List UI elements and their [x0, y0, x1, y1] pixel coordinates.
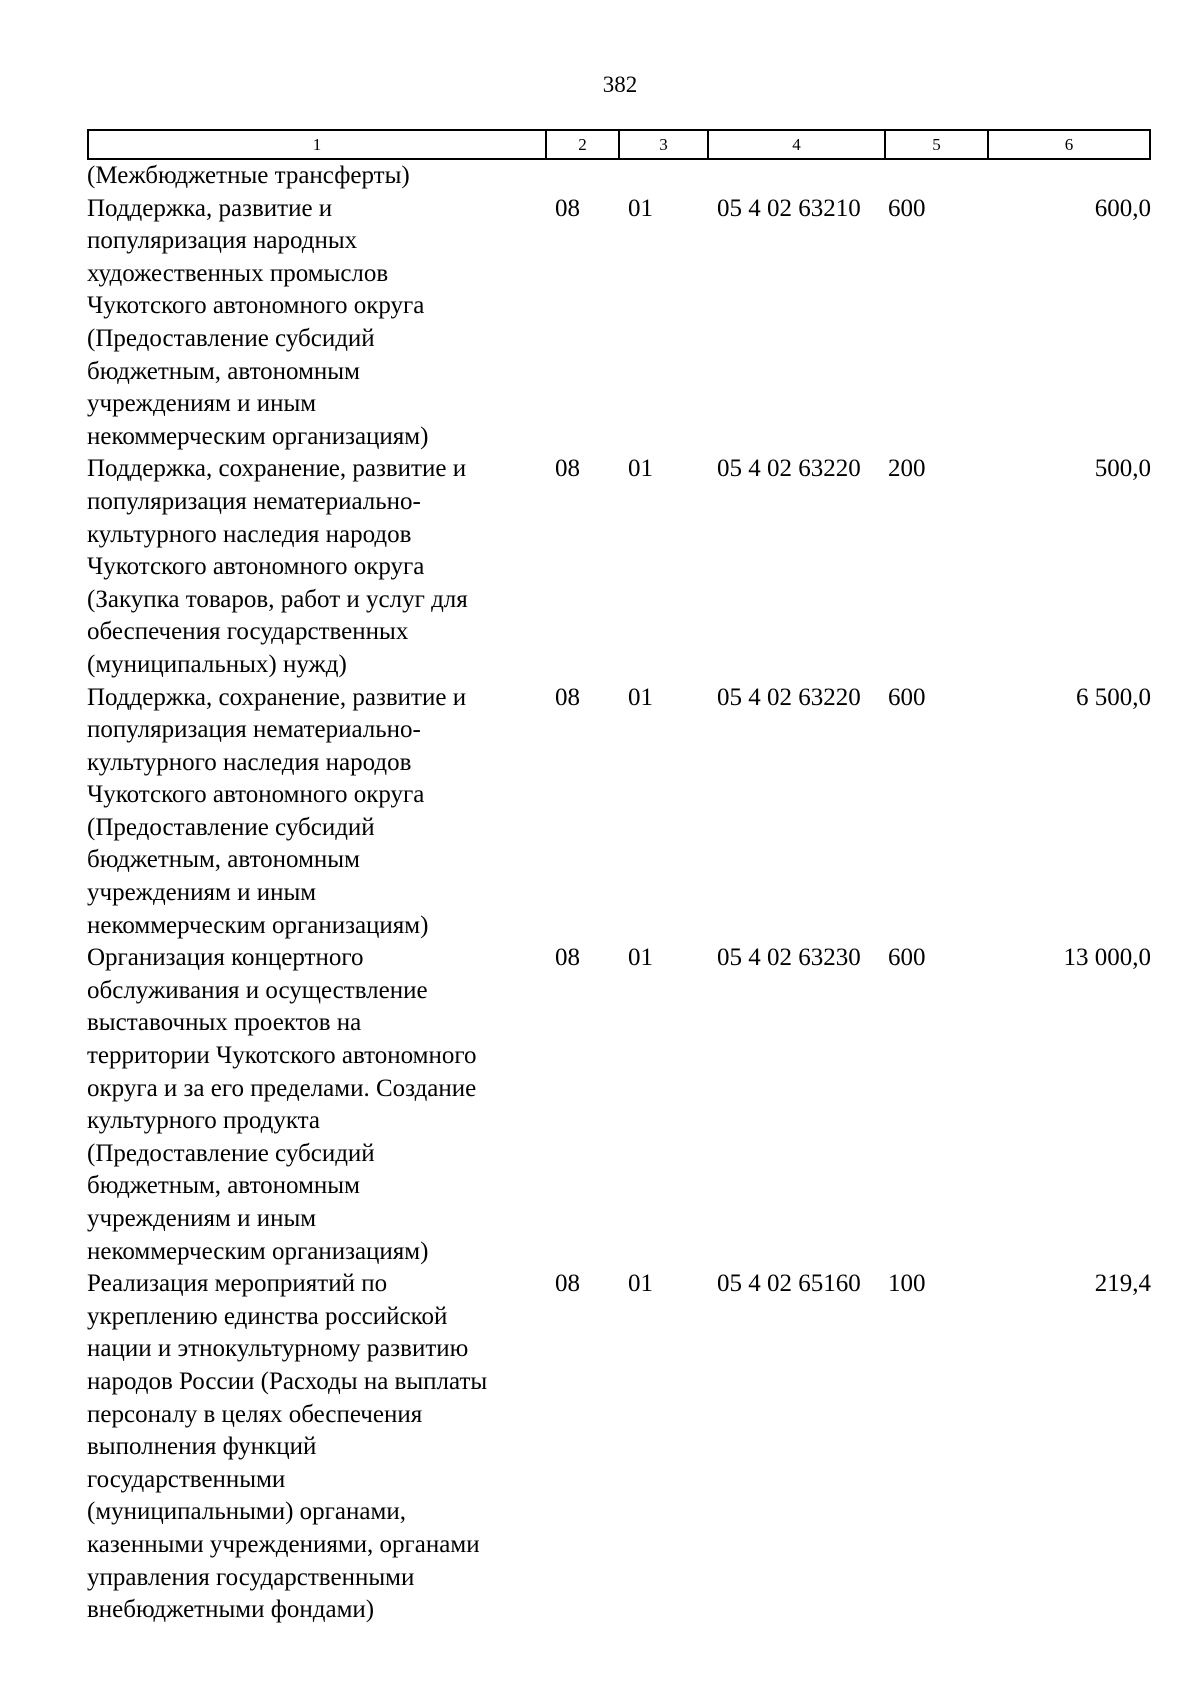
table-row	[87, 942, 1151, 1268]
row-name: Реализация мероприятий по укреплению единства российской нации и этнокультурному развитию народов России (Расходы на выплаты персоналу в целях обеспечения выполнения функций государственными (муниципальными) органами, казенными учреждениями, органами управления государственными внебюджетными фондами)	[87, 1270, 488, 1624]
row-subsection: 01	[628, 1270, 653, 1298]
header-col-1: 1	[89, 131, 547, 158]
row-expense-type: 100	[888, 1270, 926, 1298]
row-subsection: 01	[628, 944, 653, 972]
row-section: 08	[555, 194, 580, 222]
header-col-5: 5	[886, 131, 989, 158]
row-amount: 500,0	[1094, 455, 1151, 483]
table-row	[87, 682, 1151, 943]
row-section: 08	[555, 944, 580, 972]
row-section: 08	[555, 1270, 580, 1298]
row-subsection: 01	[628, 455, 653, 483]
row-subsection: 01	[628, 194, 653, 222]
row-target-article: 05 4 02 63220	[717, 683, 861, 711]
table-body	[87, 160, 1151, 1627]
row-expense-type: 600	[888, 194, 926, 222]
row-expense-type: 600	[888, 683, 926, 711]
row-amount: 600,0	[1094, 194, 1151, 222]
header-col-6: 6	[1064, 134, 1074, 154]
header-col-3: 3	[620, 131, 709, 158]
row-expense-type: 600	[888, 944, 926, 972]
header-col-4: 4	[709, 131, 886, 158]
row-section: 08	[555, 455, 580, 483]
row-name: Организация концертного обслуживания и осуществление выставочных проектов на территории Чукотского автономного округа и за его пределами. Создание культурного продукта (Предоставление субсидий бюджетным, автономным учреждениям и иным некоммерческим организациям)	[87, 944, 477, 1265]
row-section: 08	[555, 683, 580, 711]
row-amount: 219,4	[1094, 1270, 1151, 1298]
row-amount: 13 000,0	[1063, 944, 1151, 972]
table-row	[87, 453, 1151, 681]
row-name: Поддержка, сохранение, развитие и популяризация нематериально- культурного наследия народов Чукотского автономного округа (Предоставление субсидий бюджетным, автономным учреждениям и иным некоммерческим организациям)	[87, 683, 467, 939]
row-target-article: 05 4 02 63210	[717, 194, 861, 222]
page-number: 382	[602, 72, 638, 97]
table-row	[87, 193, 1151, 454]
table-header-row	[87, 129, 1151, 160]
row-expense-type: 200	[888, 455, 926, 483]
row-name: Поддержка, сохранение, развитие и популяризация нематериально- культурного наследия народов Чукотского автономного округа (Закупка товаров, работ и услуг для обеспечения государственных (муниципальных) нужд)	[87, 455, 468, 678]
header-col-2: 2	[547, 131, 620, 158]
table-row	[87, 1268, 1151, 1627]
row-amount: 6 500,0	[1076, 683, 1151, 711]
row-target-article: 05 4 02 63230	[717, 944, 861, 972]
continuation-text: (Межбюджетные трансферты)	[87, 162, 410, 189]
row-target-article: 05 4 02 65160	[717, 1270, 861, 1298]
row-name: Поддержка, развитие и популяризация народных художественных промыслов Чукотского автономного округа (Предоставление субсидий бюджетным, автономным учреждениям и иным некоммерческим организациям)	[87, 194, 429, 450]
row-target-article: 05 4 02 63220	[717, 455, 861, 483]
row-subsection: 01	[628, 683, 653, 711]
continuation-row	[87, 160, 1151, 193]
